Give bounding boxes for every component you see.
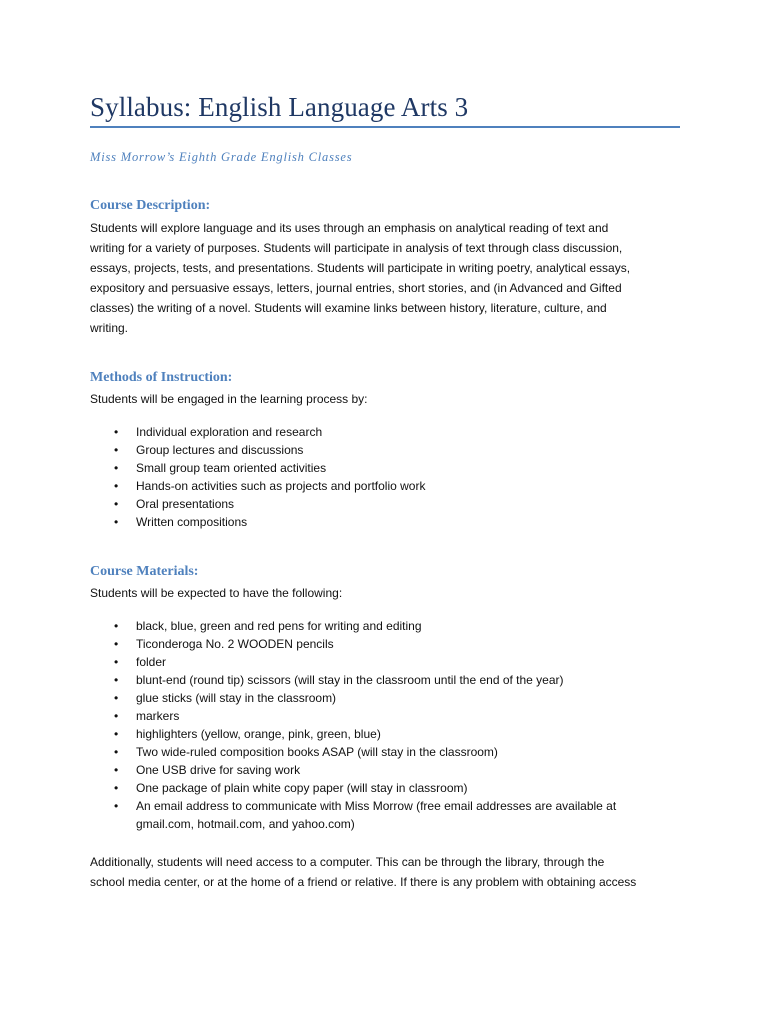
list-item	[90, 477, 425, 495]
paragraph-line: expository and persuasive essays, letters, journal entries, short stories, and (in Advanced and Gifted	[90, 281, 622, 295]
materials-list	[90, 617, 616, 833]
list-item-text: Individual exploration and research	[136, 425, 323, 439]
list-item-text: Two wide-ruled composition books ASAP (will stay in the classroom)	[136, 745, 498, 759]
list-item-text: Group lectures and discussions	[136, 443, 304, 457]
list-item	[90, 635, 616, 653]
list-item-text: Oral presentations	[136, 497, 235, 511]
list-item	[90, 743, 616, 761]
bullet-icon: •	[114, 799, 119, 813]
list-item	[90, 707, 616, 725]
list-item	[90, 653, 616, 671]
paragraph-line: classes) the writing of a novel. Students will examine links between history, literature, culture, and	[90, 301, 607, 315]
materials-intro	[90, 583, 682, 603]
document-subtitle: Miss Morrow’s Eighth Grade English Classes	[90, 150, 353, 164]
bullet-icon: •	[114, 745, 119, 759]
list-item-text: One package of plain white copy paper (will stay in classroom)	[136, 781, 468, 795]
course-description-heading: Course Description:	[90, 198, 211, 213]
paragraph-line: Students will be engaged in the learning process by:	[90, 392, 368, 406]
bullet-icon: •	[114, 691, 119, 705]
list-item-text: Ticonderoga No. 2 WOODEN pencils	[136, 637, 334, 651]
list-item-text: blunt-end (round tip) scissors (will stay in the classroom until the end of the year)	[136, 673, 564, 687]
bullet-icon: •	[114, 709, 119, 723]
list-item-text: black, blue, green and red pens for writing and editing	[136, 619, 422, 633]
list-item-text: folder	[136, 655, 167, 669]
paragraph-line: Additionally, students will need access to a computer. This can be through the library, through the	[90, 855, 605, 869]
list-item	[90, 459, 425, 477]
list-item-text: markers	[136, 709, 180, 723]
methods-intro	[90, 389, 682, 409]
additional-text	[90, 852, 682, 892]
methods-list	[90, 423, 425, 531]
bullet-icon: •	[114, 479, 119, 493]
methods-heading: Methods of Instruction:	[90, 370, 233, 385]
list-item	[90, 671, 616, 689]
paragraph-line: Students will explore language and its uses through an emphasis on analytical reading of text and	[90, 221, 609, 235]
list-item	[90, 423, 425, 441]
list-item	[90, 779, 616, 797]
bullet-icon: •	[114, 673, 119, 687]
bullet-icon: •	[114, 763, 119, 777]
bullet-icon: •	[114, 497, 119, 511]
paragraph-line: writing.	[90, 321, 129, 335]
list-item-text: Written compositions	[136, 515, 248, 529]
list-item	[90, 617, 616, 635]
bullet-icon: •	[114, 619, 119, 633]
bullet-icon: •	[114, 655, 119, 669]
bullet-icon: •	[114, 443, 119, 457]
list-item-text: An email address to communicate with Miss Morrow (free email addresses are available at	[136, 799, 617, 813]
paragraph-line: writing for a variety of purposes. Students will participate in analysis of text through class discussion,	[90, 241, 623, 255]
bullet-icon: •	[114, 637, 119, 651]
list-item-text: Small group team oriented activities	[136, 461, 327, 475]
course-description-text	[90, 218, 682, 338]
paragraph-line: school media center, or at the home of a friend or relative. If there is any problem with obtaining access	[90, 875, 637, 889]
list-item	[90, 513, 425, 531]
paragraph-line: essays, projects, tests, and presentations. Students will participate in writing poetry, analytical essays,	[90, 261, 631, 275]
title-underline	[90, 126, 680, 128]
bullet-icon: •	[114, 515, 119, 529]
list-item	[90, 441, 425, 459]
list-item	[90, 797, 616, 833]
bullet-icon: •	[114, 781, 119, 795]
list-item-text: Hands-on activities such as projects and portfolio work	[136, 479, 426, 493]
bullet-icon: •	[114, 461, 119, 475]
list-item	[90, 689, 616, 707]
list-item	[90, 761, 616, 779]
document-title: Syllabus: English Language Arts 3	[90, 92, 469, 122]
list-item-text: gmail.com, hotmail.com, and yahoo.com)	[136, 817, 355, 831]
bullet-icon: •	[114, 727, 119, 741]
list-item	[90, 495, 425, 513]
list-item-text: highlighters (yellow, orange, pink, green, blue)	[136, 727, 381, 741]
materials-heading: Course Materials:	[90, 564, 199, 579]
bullet-icon: •	[114, 425, 119, 439]
list-item	[90, 725, 616, 743]
list-item-text: glue sticks (will stay in the classroom)	[136, 691, 337, 705]
list-item-text: One USB drive for saving work	[136, 763, 301, 777]
paragraph-line: Students will be expected to have the following:	[90, 586, 343, 600]
